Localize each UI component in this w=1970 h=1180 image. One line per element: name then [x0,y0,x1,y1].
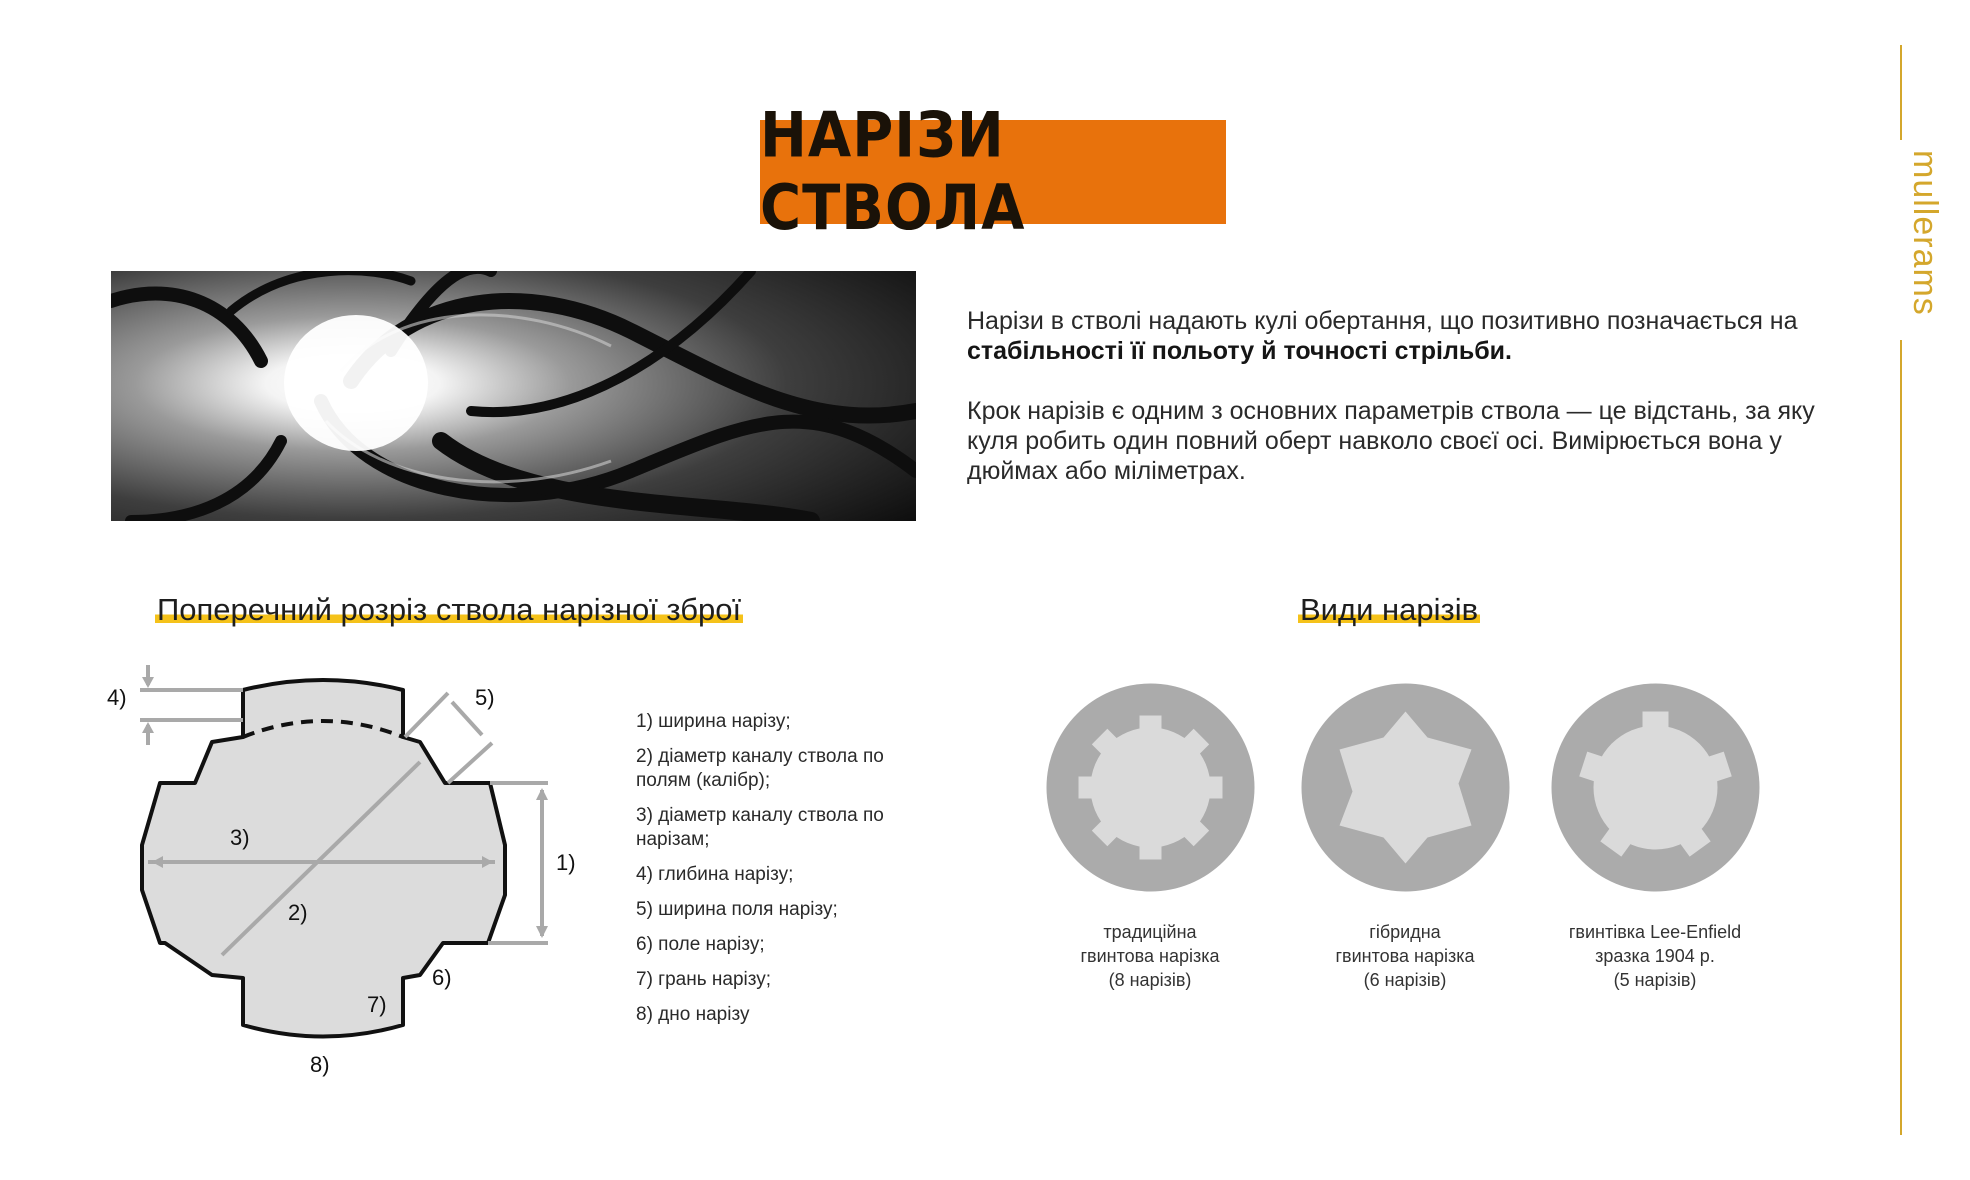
rifling-traditional-8-grooves [1043,680,1258,895]
label-1: 1) [556,850,576,875]
barrel-interior-image [111,271,916,521]
caption-line: гвинтова нарізка [1080,946,1220,966]
title-banner [760,99,1226,245]
legend-item: 4) глибина нарізу; [636,864,794,885]
caption-lee-enfield [1525,920,1785,992]
rifling-hybrid-6-grooves [1298,680,1513,895]
land-width-line-2 [448,743,492,783]
legend-item: 3) діаметр каналу ствола по нарізам; [636,805,884,850]
page-title: НАРІЗИ СТВОЛА [760,99,1026,245]
caption-line: (5 нарізів) [1613,970,1697,990]
caption-line: (8 нарізів) [1108,970,1192,990]
legend-item: 5) ширина поля нарізу; [636,899,838,920]
caption-hybrid [1275,920,1535,992]
intro-paragraph-1-bold: стабільності її польоту й точності стрільби. [967,337,1512,365]
legend-item: 6) поле нарізу; [636,934,765,955]
intro-paragraph-2: Крок нарізів є одним з основних параметрів ствола — це відстань, за яку куля робить один повний оберт навколо своєї осі. Вимірюється вона у дюймах або міліметрах. [967,397,1815,485]
rifling-lee-enfield-5-grooves [1548,680,1763,895]
caption-line: гвинтова нарізка [1335,946,1475,966]
caption-line: традиційна [1103,922,1197,942]
legend-item: 7) грань нарізу; [636,969,772,990]
cross-section-diagram [100,650,600,1100]
caption-line: гібридна [1369,922,1441,942]
brand-label: mullerams [1906,150,1944,316]
cross-section-legend [636,710,936,1038]
brand-divider-bottom [1900,340,1902,1135]
caption-line: (6 нарізів) [1363,970,1447,990]
brand-divider-top [1900,45,1902,140]
label-2: 2) [288,900,308,925]
legend-item: 2) діаметр каналу ствола по полям (калібр); [636,746,884,791]
intro-paragraph-1-text: Нарізи в стволі надають кулі обертання, що позитивно позначається на [967,307,1798,335]
intro-paragraph-1 [967,306,1867,366]
legend-item: 8) дно нарізу [636,1004,750,1025]
caption-traditional [1020,920,1280,992]
label-8: 8) [310,1052,330,1077]
cross-section-heading: Поперечний розріз ствола нарізної зброї [157,592,742,627]
rifling-types-heading: Види нарізів [1300,592,1479,627]
label-7: 7) [367,992,387,1017]
label-6: 6) [432,965,452,990]
caption-line: зразка 1904 р. [1595,946,1715,966]
caption-line: гвинтівка Lee-Enfield [1568,922,1742,942]
land-width-line-1 [405,693,448,737]
label-4: 4) [107,685,127,710]
label-3: 3) [230,825,250,850]
legend-item: 1) ширина нарізу; [636,711,791,732]
label-5: 5) [475,685,495,710]
